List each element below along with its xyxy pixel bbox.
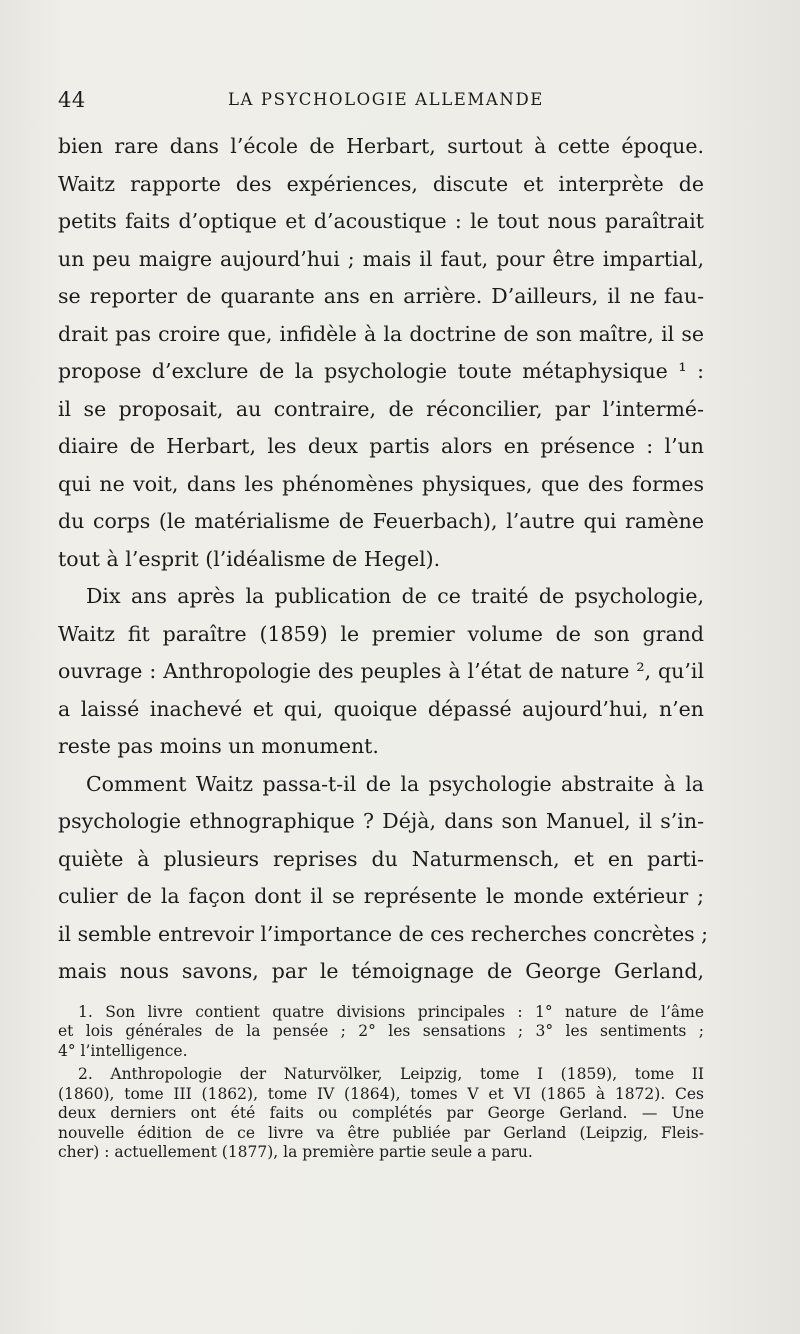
footnote-1 <box>58 1003 704 1062</box>
footnote-line: 4° l’intelligence. <box>58 1041 188 1060</box>
body-text <box>58 128 709 991</box>
footnote-2 <box>58 1065 704 1163</box>
text-line: Comment Waitz passa-t-il de la psychologie abstraite à la <box>86 771 704 796</box>
footnote-line: 2. Anthropologie der Naturvölker, Leipzig, tome I (1859), tome II <box>78 1065 704 1083</box>
paragraph-1 <box>58 128 704 578</box>
text-line: psychologie ethnographique ? Déjà, dans son Manuel, il s’in- <box>58 809 704 833</box>
footnote-line: cher) : actuellement (1877), la première partie seule a paru. <box>58 1143 533 1161</box>
text-line: diaire de Herbart, les deux partis alors en présence : l’un <box>58 434 704 458</box>
text-line: Waitz fit paraître (1859) le premier volume de son grand <box>58 621 704 646</box>
text-line: se reporter de quarante ans en arrière. D’ailleurs, il ne fau- <box>58 284 704 308</box>
book-page <box>58 88 709 1163</box>
page-header <box>58 88 704 122</box>
text-line: il semble entrevoir l’importance de ces recherches concrètes ; <box>58 921 709 946</box>
text-line: tout à l’esprit (l’idéalisme de Hegel). <box>58 546 441 571</box>
footnote-line: deux derniers ont été faits ou complétés par George Gerland. — Une <box>58 1104 704 1122</box>
text-line: petits faits d’optique et d’acoustique : le tout nous paraîtrait <box>58 209 704 233</box>
text-line: du corps (le matérialisme de Feuerbach), l’autre qui ramène <box>58 509 704 533</box>
footnote-line: 1. Son livre contient quatre divisions principales : 1° nature de l’âme <box>78 1002 704 1021</box>
text-line: a laissé inachevé et qui, quoique dépassé aujourd’hui, n’en <box>58 696 704 721</box>
text-line: qui ne voit, dans les phénomènes physiques, que des formes <box>58 471 704 496</box>
text-line: un peu maigre aujourd’hui ; mais il faut, pour être impartial, <box>58 246 704 271</box>
text-line: Dix ans après la publication de ce traité de psychologie, <box>86 584 704 608</box>
text-line: Waitz rapporte des expériences, discute et interprète de <box>58 171 704 196</box>
text-line: il se proposait, au contraire, de réconcilier, par l’intermé- <box>58 396 704 421</box>
text-line: bien rare dans l’école de Herbart, surtout à cette époque. <box>58 134 704 158</box>
text-line: ouvrage : Anthropologie des peuples à l’état de nature ², qu’il <box>58 659 704 683</box>
text-line: reste pas moins un monument. <box>58 734 379 758</box>
footnotes <box>58 1003 704 1163</box>
text-line: culier de la façon dont il se représente le monde extérieur ; <box>58 884 704 908</box>
text-line: quiète à plusieurs reprises du Naturmensch, et en parti- <box>58 846 704 871</box>
page-number: 44 <box>58 88 86 112</box>
footnote-line: nouvelle édition de ce livre va être publiée par Gerland (Leipzig, Fleis- <box>58 1123 704 1142</box>
text-line: drait pas croire que, infidèle à la doctrine de son maître, il se <box>58 321 704 346</box>
paragraph-2 <box>58 578 704 766</box>
running-title: LA PSYCHOLOGIE ALLEMANDE <box>228 90 544 109</box>
paragraph-3 <box>58 766 709 991</box>
footnote-line: (1860), tome III (1862), tome IV (1864), tomes V et VI (1865 à 1872). Ces <box>58 1084 704 1103</box>
text-line: mais nous savons, par le témoignage de George Gerland, <box>58 959 704 983</box>
text-line: propose d’exclure de la psychologie toute métaphysique ¹ : <box>58 359 704 383</box>
footnote-line: et lois générales de la pensée ; 2° les sensations ; 3° les sentiments ; <box>58 1022 704 1040</box>
